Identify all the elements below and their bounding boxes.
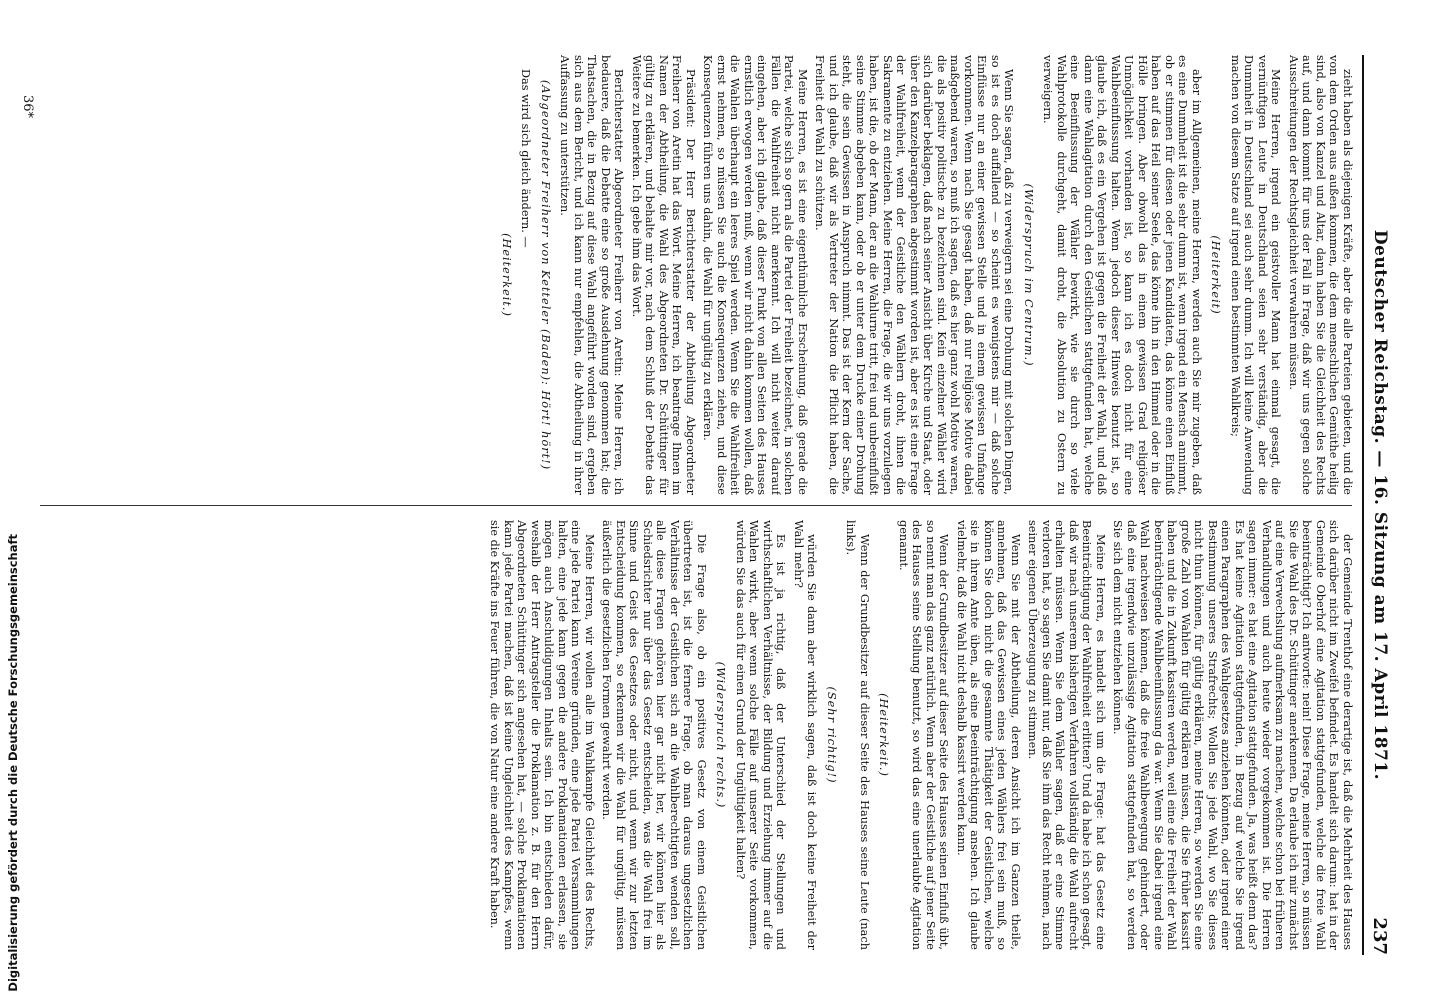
paragraph: (Heiterkeit)	[1209, 235, 1223, 315]
paragraph: Berichterstatter Abgeordneter Freiherr von Aretin: Meine Herren, ich bedauere, daß die Debatte eine so große Ausdehnung genommen hat; die Thatsachen, die in Bezug auf diese Wahl angeführt worden sind, ergeben sich aus dem Bericht, und ich kann nur empfehlen, die Abtheilung in ihrer Auffassung zu unterstützen.	[558, 55, 626, 495]
paragraph: Es ist ja richtig, daß der Unterschied der Stellungen und wirthschaftlichen Verhältnisse, der Bildung und Erziehung immer auf die Wahlen wirkt, aber wenn solche Fälle auf unserer Seite vorkommen, würden Sie das auch für einen Grund der Ungültigkeit halten?	[734, 520, 788, 950]
paragraph: Wenn Sie sagen, daß zu verweigern sei eine Drohung mit solchen Dingen, so ist es doch auffallend — so scheint es wenigstens mir — daß solche Einflüsse nur an einer gewissen Stelle und in einem gewissen Umfange vorkommen. Wenn nach Sie gesagt haben, daß nur religiöse Motive dabei maßgebend waren, so muß ich sagen, daß es hier ganz wohl Motive waren, die als positiv politische zu bezeichnen sind. Kein einzelner Wähler wird sich darüber beklagen, daß nach seiner Ansicht über Kirche und Staat, oder über den Kanzelparagraphen abgestimmt worden ist, aber es ist eine Frage der Wahlfreiheit, wenn der Geistliche den Wählern droht, ihnen die Sakramente zu entziehen. Meine Herren, die Frage, die wir uns vorzulegen haben, ist die, ob der Mann, der an die Wahlurne tritt, frei und unbeeinflußt seine Stimme abgeben kann, oder ob er unter dem Drucke einer Drohung steht, die sein Gewissen in Anspruch nimmt. Das ist der Kern der Sache, und ich glaube, daß wir als Vertreter der Nation die Pflicht haben, die Freiheit der Wahl zu schützen.	[813, 55, 1016, 495]
page-header	[1362, 55, 1392, 955]
paragraph: (Sehr richtig!)	[825, 686, 838, 784]
column-divider	[40, 505, 1352, 506]
paragraph: Meine Herren, es handelt sich um die Frage: hat das Gesetz eine Beeinträchtigung der Wahlfreiheit erlitten? Und da habe ich schon gesagt, daß wir nach unserem bisherigen Verfahren vollständig die Wahl aufrecht erhalten müssen. Wenn Sie dem Wähler sagen, daß er eine Stimme verloren hat, so sagen Sie damit nur, daß Sie ihm das Recht nehmen, nach seiner eigenen Überzeugung zu stimmen.	[1026, 520, 1107, 950]
page-number: 237	[1369, 917, 1390, 955]
left-column	[40, 520, 1354, 950]
paragraph: (Heiterkeit.)	[877, 693, 891, 777]
paragraph: Wenn der Grundbesitzer auf dieser Seite des Hauses seine Leute (nach links).	[844, 520, 871, 950]
paragraph: Die Frage also, ob ein positives Gesetz von einem Geistlichen übertreten ist, ist die fernere Frage, ob man daraus ungesetzlichen Verhältnisse der Geistlichen sich an die Wahlberechtigten wenden soll, alle diese Fragen gehören hier gar nicht her, wir können hier als Schiedsrichter nur über das Gesetz entscheiden, was die Wahl frei im Sinne und Geist des Gesetzes oder nicht, und wenn wir zur letzten Entscheidung kommen, so erkennen wir die Wahl für ungültig, müssen äußerlich die gesetzlichen Formen gewahrt werden.	[600, 520, 708, 950]
paragraph: aber im Allgemeinen, meine Herren, werden auch Sie mir zugeben, daß es eine Dummheit ist die sehr dumm ist, wenn irgend ein Mensch annimmt, ob er stimmen für diesen oder jenen Kandidaten, das könne einen Einfluß haben auf das Heil seiner Seele, das könne ihn in den Himmel oder in die Hölle bringen. Aber obwohl das in einem gewissen Grad religiöser Unmöglichkeit vorhanden ist, so kann ich es doch nicht für eine Wahlbeeinflussung halten. Wenn jedoch dieser Hinweis benutzt ist, so glaube ich, daß es ein Vergehen ist gegen die Freiheit der Wahl, und daß dann eine Wahlagitation durch den Geistlichen stattgefunden hat, welche eine Beeinflussung der Wähler bewirkt, wie sie durch so viele Wahlprotokolle durchgeht, damit droht, die Absolution zu Ostern zu verweigern.	[1041, 55, 1203, 495]
paragraph: Wenn Sie mit der Abtheilung, deren Ansicht ich im Ganzen theile, annehmen, daß das Gewissen eines jeden Wählers frei sein muß, so können Sie doch nicht die gesammte Thätigkeit der Geistlichen, welche sie in ihrem Amte üben, als eine Beeinträchtigung ansehen. Ich glaube vielmehr, daß die Wahl nicht deshalb kassirt werden kann.	[955, 520, 1022, 950]
paragraph: würden Sie dann aber wirklich sagen, daß ist doch keine Freiheit der Wahl mehr?	[792, 520, 819, 950]
paragraph: (Abgeordneter Freiherr von Ketteler (Baden): Hört! hört!)	[539, 79, 552, 471]
paragraph: (Heiterkeit.)	[500, 233, 513, 317]
paragraph: Meine Herren, irgend ein geistvoller Mann hat einmal gesagt, die vernünftigen Leute in Deutschland seien sehr verständig, aber die Dummheit in Deutschland sei auch sehr dumm. Ich will keine Anwendung machen von diesem Satze auf irgend einen bestimmten Wahlkreis;	[1229, 55, 1283, 495]
paragraph: der Gemeinde Trenthof eine derartige ist, daß die Mehrheit des Hauses sich darüber nicht im Zweifel befindet. Es handelt sich darum: hat in der Gemeinde Oberhof eine Agitation stattgefunden, welche die freie Wahl beeinträchtigt? Ich antworte: nein! Diese Frage, meine Herren, so müssen Sie die Wahl des Dr. Schüttinger anerkennen. Da erlaube ich mir zunächst auf eine Verwechslung aufmerksam zu machen, welche schon bei früheren Verhandlungen und auch heute wieder vorgekommen ist. Die Herren sagen immer: es hat eine Agitation stattgefunden. Ja, was heißt denn das? Es hat keine Agitation stattgefunden, in Bezug auf welche Sie irgend einen Paragraphen des Wahlgesetzes anziehen könnten, oder irgend einer Bestimmung unseres Strafrechts; Wollen Sie jede Wahl, wo Sie dieses nicht thun können, für gültig erklären, meine Herren, so werden Sie eine große Zahl von Wahlen für gültig erklären müssen, die Sie früher kassirt haben und die in Zukunft kassiren werden, weil eine die Freiheit der Wahl beeinträchtigende Wahlbeeinflussung da war. Wenn Sie dabei irgend eine Wahl nachweisen können, daß die freie Wahlbewegung gehindert, oder daß eine irgendwie unzulässige Agitation stattgefunden hat, so werden Sie sich dem nicht entziehen können.	[1111, 520, 1354, 950]
paragraph: Meine Herren, es ist eine eigenthümliche Erscheinung, daß gerade die Partei, welche sich so gern als die Partei der Freiheit bezeichnet, in solchen Fällen die Wahlfreiheit nicht anerkennt. Ich will nicht weiter darauf eingehen, aber ich glaube, daß dieser Punkt von allen Seiten des Hauses ernstlich erwogen werden muß, wenn wir nicht dahin kommen wollen, daß die Wahlen überhaupt ein leeres Spiel werden. Wenn Sie die Wahlfreiheit ernst nehmen, so müssen Sie auch die Konsequenzen ziehen, und diese Konsequenzen führen uns dahin, die Wahl für ungültig zu erklären.	[701, 55, 809, 495]
right-column	[40, 55, 1354, 495]
page-title: Deutscher Reichstag. — 16. Sitzung am 17. April 1871.	[1370, 229, 1390, 781]
digitization-credit-text: Digitalisierung gefördert durch die Deutsche Forschungsgemeinschaft	[6, 534, 20, 992]
paragraph: Meine Herren, wir wollen alle im Wahlkampfe Gleichheit des Rechts, eine jede Partei kann Vereine gründen, eine jede Partei Versammlungen halten, eine jede kann gegen die andere Proklamationen erlassen, sie mögen auch Anschuldigungen Inhalts sein. Ich bin entschieden dafür, weshalb der Herr Antragsteller die Proklamation z. B. für den Herrn Abgeordneten Schüttinger sich angesehen hat, — solche Proklamationen kann jede Partei machen, daß ist keine Ungleichheit des Kampfes, wenn sie die Kräfte ins Feuer führen, die von Natur eine andere Kraft haben.	[488, 520, 596, 950]
paragraph: zieht haben als diejenigen Kräfte, aber die alle Parteien gebieten, und die von dem Orden aus außen kommen, die dem menschlichen Gemüthe heilig sind, also von Kanzel und Altar, dann haben Sie die Gleichheit des Rechts auf, und dann kommt für uns der Fall in Frage, daß wir uns gegen solche Ausschreitungen der Rechtsgleichheit verwahren müssen.	[1287, 55, 1354, 495]
paragraph: (Widerspruch rechts.)	[714, 661, 728, 809]
paragraph: (Widerspruch im Centrum.)	[1022, 183, 1035, 367]
paragraph: Das wird sich gleich ändern. —	[519, 69, 533, 248]
signature-mark: 36*	[20, 95, 35, 119]
paragraph: Präsident: Der Herr Berichterstatter der Abtheilung Abgeordneter Freiherr von Aretin hat das Wort. Meine Herren, ich beantrage Ihnen im Namen der Abtheilung, die Wahl des Abgeordneten Dr. Schüttinger für gültig zu erklären, und behalte mir vor, nach dem Schluß der Debatte das Weitere zu bemerken. Ich gebe ihm das Wort.	[630, 55, 697, 495]
paragraph: Wenn der Grundbesitzer auf dieser Seite des Hauses seinen Einfluß übt, so nennt man das ganz natürlich. Wenn aber der Geistliche auf jener Seite des Hauses seine Stellung benutzt, so wird das eine unerlaubte Agitation genannt.	[897, 520, 951, 950]
